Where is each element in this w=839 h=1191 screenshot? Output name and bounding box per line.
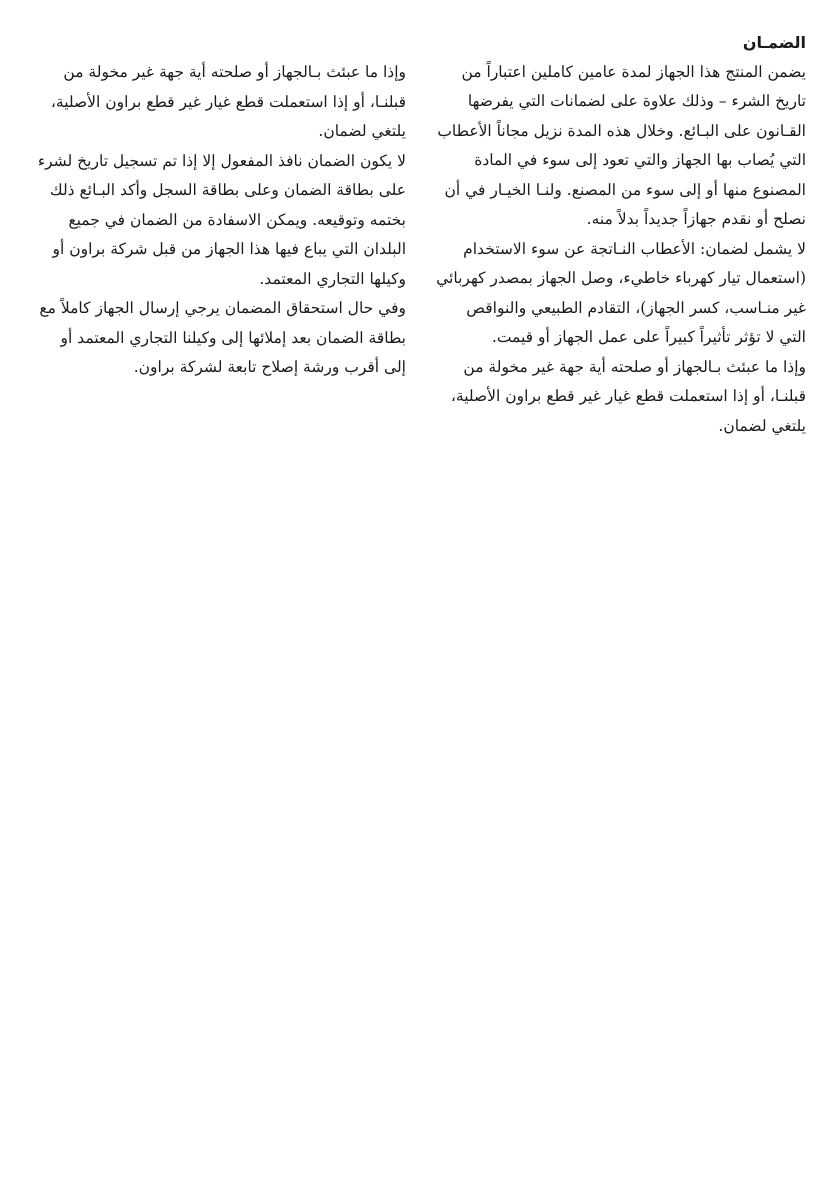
section-title: الضمـان [742, 33, 806, 52]
paragraph-unauthorized-repair-repeat: وإذا ما عبئث بـالجهاز أو صلحته أية جهة غير مخولة من قبلنـا، أو إذا استعملت قطع غيار غير قطع براون الأصلية، يلتغي لضمان. [50, 63, 406, 140]
paragraph-warranty-exclusions: لا يشمل لضمان: الأعطاب النـاتجة عن سوء الاستخدام (استعمال تيار كهرباء خاطيء، وصل الجهاز بمصدر كهربائي غير منـاسب، كسر الجهاز)، التقادم الطبيعي والنواقص التي لا تؤثر تأثيراً كبيراً على عمل الجهاز أو قيمت. [436, 239, 806, 346]
paragraph-warranty-terms: يضمن المنتج هذا الجهاز لمدة عامين كاملين اعتباراً من تاريخ الشرء – وذلك علاوة على لضمانات التي يفرضها القـانون على البـائع. وخلال هذه المدة نزيل مجاناً الأعطاب التي يُصاب بها الجهاز والتي تعود إلى سوء في المادة المصنوع منها أو إلى سوء من المصنع. ولنـا الخيـار في أن نصلح أو نقدم جهازاً جديداً بدلاً منه. [437, 62, 806, 228]
paragraph-unauthorized-repair: وإذا ما عبئث بـالجهاز أو صلحته أية جهة غير مخولة من قبلنـا، أو إذا استعملت قطع غيار غير قطع براون الأصلية، يلتغي لضمان. [450, 357, 806, 435]
paragraph-warranty-claim: وفي حال استحقاق المضمان يرجي إرسال الجهاز كاملاً مع بطاقة الضمان بعد إملائها إلى وكيلنا التجاري المعتمد أو إلى أقرب ورشة إصلاح تابعة لشركة براون. [39, 299, 406, 376]
left-column [36, 58, 406, 383]
paragraph-warranty-validity: لا يكون الضمان نافذ المفعول إلا إذا تم تسجيل تاريخ لشرء على بطاقة الضمان وعلى بطاقة السجل وأكد البـائع ذلك بختمه وتوقيعه. ويمكن الاسفادة من الضمان في جميع البلدان التي يباع فيها هذا الجهاز من قبل شركة براون أو وكيلها التجاري المعتمد. [37, 151, 406, 288]
right-column [436, 28, 806, 441]
